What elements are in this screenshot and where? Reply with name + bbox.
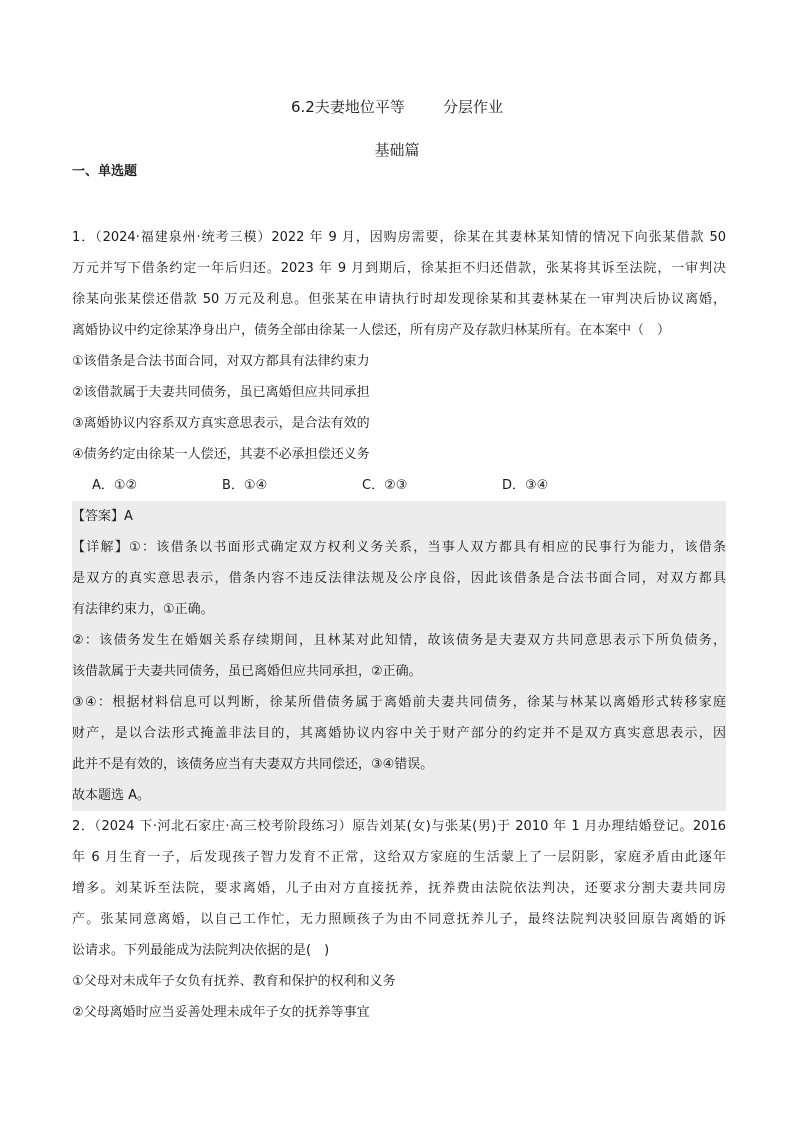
option-c: C．②③ <box>362 478 408 493</box>
explanation-line: 有法律约束力，①正确。 <box>72 602 214 617</box>
question-2-item: ②父母离婚时应当妥善处理未成年子女的抚养等事宜 <box>72 1005 370 1020</box>
option-d: D．③④ <box>502 478 549 493</box>
question-1 <box>72 222 726 811</box>
question-1-item: ①该借条是合法书面合同，对双方都具有法律约束力 <box>72 354 370 369</box>
question-2-stem-line: 产。张某同意离婚，以自己工作忙，无力照顾孩子为由不同意抚养儿子，最终法院判决驳回原告离婚的诉 <box>72 912 726 927</box>
answer-line: 【答案】A <box>72 509 133 524</box>
question-2-stem-line: 2．（2024 下·河北石家庄·高三校考阶段练习）原告刘某(女)与张某(男)于 2010 年 1 月办理结婚登记。2016 <box>72 819 726 834</box>
explanation-line: 此并不是有效的，该债务应当有夫妻双方共同偿还，③④错误。 <box>72 757 434 772</box>
question-1-item: ④债务约定由徐某一人偿还，其妻不必承担偿还义务 <box>72 447 370 462</box>
explanation-line: 【详解】①：该借条以书面形式确定双方权利义务关系，当事人双方都具有相应的民事行为能力，该借条 <box>72 540 726 555</box>
question-2-stem-line: 讼请求。下列最能成为法院判决依据的是( ) <box>72 943 330 958</box>
page-title: 6.2夫妻地位平等 分层作业 <box>290 98 503 116</box>
explanation-line: ②：该债务发生在婚姻关系存续期间，且林某对此知情，故该债务是夫妻双方共同意思表示下所负债务， <box>72 633 726 648</box>
question-2-stem-line: 年 6 月生育一子，后发现孩子智力发育不正常，这给双方家庭的生活蒙上了一层阴影，家庭矛盾由此逐年 <box>72 850 726 865</box>
question-2 <box>72 811 726 1028</box>
question-1-stem-line: 徐某向张某偿还借款 50 万元及利息。但张某在申请执行时却发现徐某和其妻林某在一审判决后协议离婚， <box>72 292 726 307</box>
explanation-line: 财产，是以合法形式掩盖非法目的，其离婚协议内容中关于财产部分的约定并不是双方真实意思表示，因 <box>72 726 726 741</box>
question-1-options <box>72 470 726 501</box>
explanation-line: 故本题选 A。 <box>72 788 151 803</box>
question-2-stem-line: 增多。刘某诉至法院，要求离婚，儿子由对方直接抚养，抚养费由法院依法判决，还要求分割夫妻共同房 <box>72 881 726 896</box>
option-b: B．①④ <box>222 478 268 493</box>
question-1-item: ②该借款属于夫妻共同债务，虽已离婚但应共同承担 <box>72 385 370 400</box>
explanation-line: ③④：根据材料信息可以判断，徐某所借债务属于离婚前夫妻共同债务，徐某与林某以离婚形式转移家庭 <box>72 695 726 710</box>
explanation-line: 是双方的真实意思表示，借条内容不违反法律法规及公序良俗，因此该借条是合法书面合同，对双方都具 <box>72 571 726 586</box>
question-1-stem-line: 1．（2024·福建泉州·统考三模）2022 年 9 月，因购房需要，徐某在其妻林某知情的情况下向张某借款 50 <box>72 230 726 245</box>
question-1-item: ③离婚协议内容系双方真实意思表示，是合法有效的 <box>72 416 370 431</box>
question-1-stem-line: 万元并写下借条约定一年后归还。2023 年 9 月到期后，徐某拒不归还借款，张某将其诉至法院，一审判决 <box>72 261 726 276</box>
question-1-stem-line: 离婚协议中约定徐某净身出户，债务全部由徐某一人偿还，所有房产及存款归林某所有。在本案中（ ） <box>72 323 671 338</box>
option-a: A．①② <box>92 478 138 493</box>
page-subtitle: 基础篇 <box>374 141 420 159</box>
question-2-item: ①父母对未成年子女负有抚养、教育和保护的权利和义务 <box>72 974 396 989</box>
explanation-line: 该借款属于夫妻共同债务，虽已离婚但应共同承担，②正确。 <box>72 664 422 679</box>
section-heading: 一、单选题 <box>72 164 138 179</box>
answer-block <box>72 501 726 811</box>
